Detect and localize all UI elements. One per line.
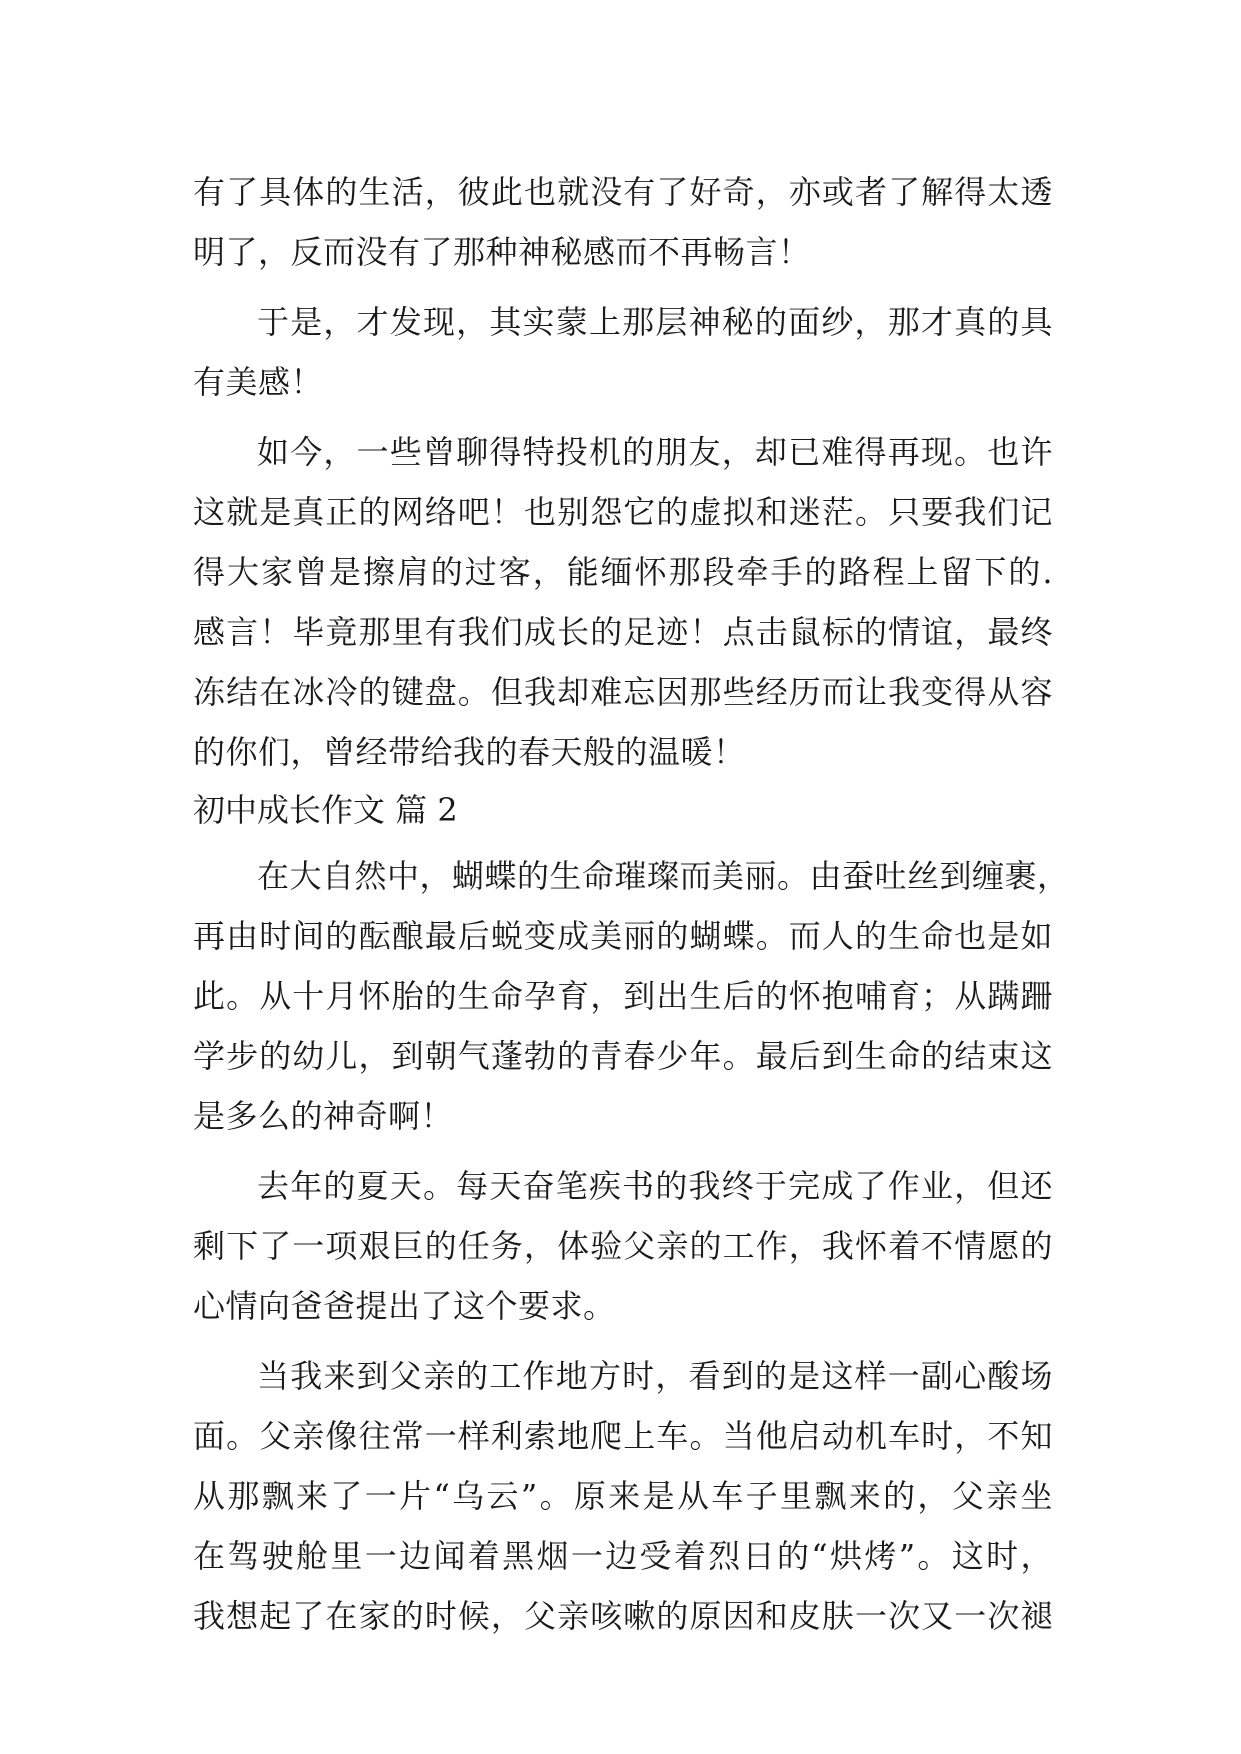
text-line: 心情向爸爸提出了这个要求。 [193,1287,616,1325]
text-line: 冻结在冰冷的键盘。但我却难忘因那些经历而让我变得从容 [193,673,1053,711]
text-line: 感言！毕竟那里有我们成长的足迹！点击鼠标的情谊，最终 [193,613,1053,651]
text-line: 如今，一些曾聊得特投机的朋友，却已难得再现。也许 [257,433,1053,471]
section-heading: 初中成长作文 篇 2 [193,791,458,829]
text-line: 于是，才发现，其实蒙上那层神秘的面纱，那才真的具 [257,303,1053,341]
text-line: 去年的夏天。每天奋笔疾书的我终于完成了作业，但还 [257,1167,1053,1205]
text-line: 我想起了在家的时候，父亲咳嗽的原因和皮肤一次又一次褪 [193,1597,1053,1635]
text-line: 在大自然中，蝴蝶的生命璀璨而美丽。由蚕吐丝到缠裹， [257,857,1070,895]
text-line: 再由时间的酝酿最后蜕变成美丽的蝴蝶。而人的生命也是如 [193,917,1053,955]
text-line: 明了，反而没有了那种神秘感而不再畅言！ [193,233,811,271]
text-line: 这就是真正的网络吧！也别怨它的虚拟和迷茫。只要我们记 [193,493,1053,531]
text-line: 此。从十月怀胎的生命孕育，到出生后的怀抱哺育；从蹒跚 [193,977,1053,1015]
text-line: 从那飘来了一片“乌云”。原来是从车子里飘来的，父亲坐 [193,1477,1053,1515]
text-line: 有了具体的生活，彼此也就没有了好奇，亦或者了解得太透 [193,173,1053,211]
text-line: 有美感！ [193,363,324,401]
text-line: 在驾驶舱里一边闻着黑烟一边受着烈日的“烘烤”。这时， [193,1537,1053,1575]
text-line: 的你们，曾经带给我的春天般的温暖！ [193,733,746,771]
text-line: 是多么的神奇啊！ [193,1097,454,1135]
text-line: 学步的幼儿，到朝气蓬勃的青春少年。最后到生命的结束这 [193,1037,1053,1075]
text-line: 剩下了一项艰巨的任务，体验父亲的工作，我怀着不情愿的 [193,1227,1053,1265]
text-line: 得大家曾是擦肩的过客，能缅怀那段牵手的路程上留下的. [193,553,1053,591]
text-line: 当我来到父亲的工作地方时，看到的是这样一副心酸场 [257,1357,1053,1395]
text-line: 面。父亲像往常一样利索地爬上车。当他启动机车时，不知 [193,1417,1053,1455]
